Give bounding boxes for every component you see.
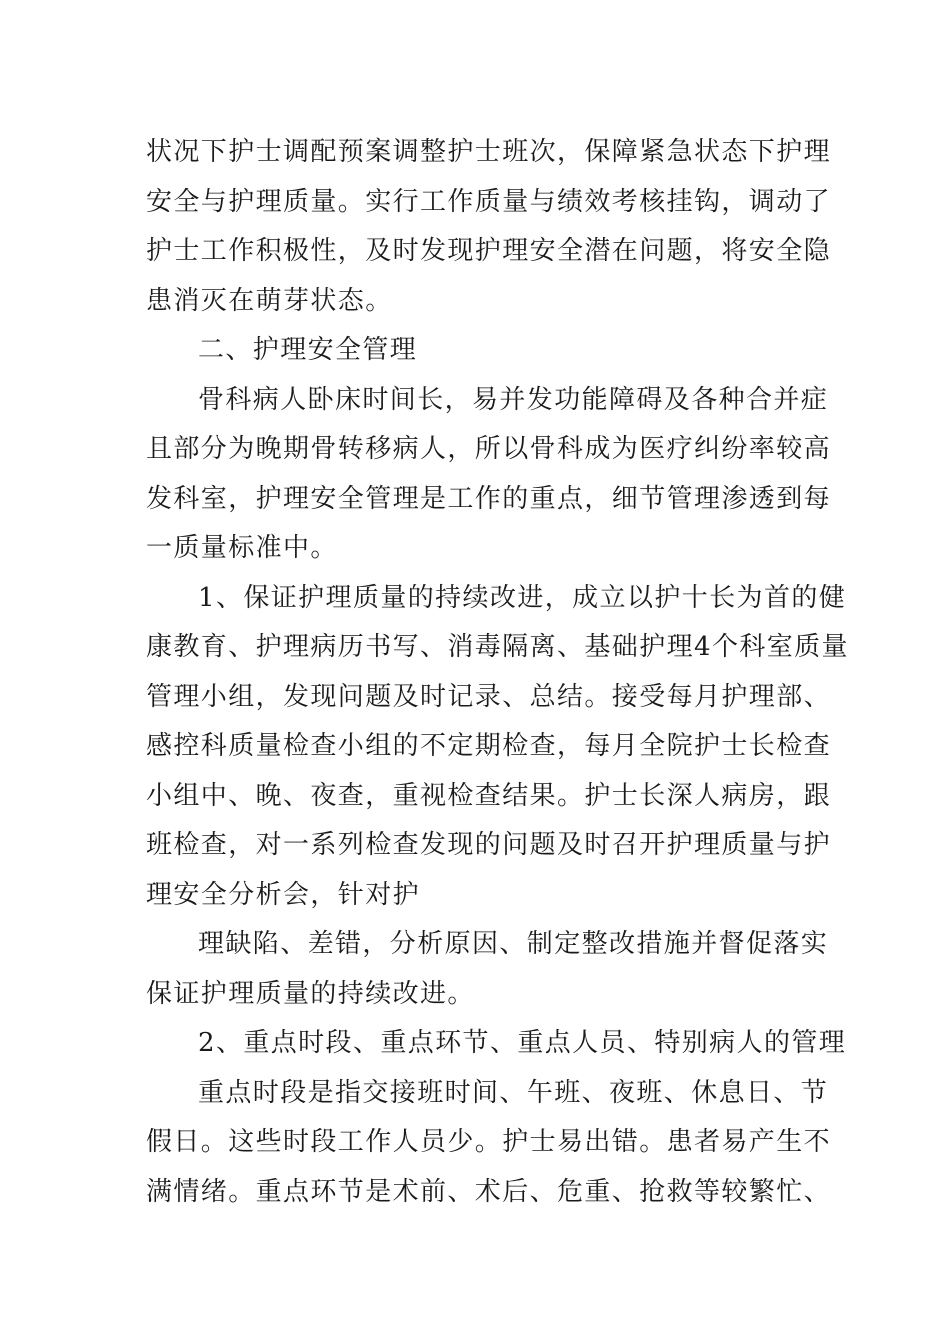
paragraph-line: 重点时段是指交接班时间、午班、夜班、休息日、节 (198, 1077, 829, 1108)
paragraph-line: 感控科质量检查小组的不定期检查，每月全院护士长检查 (146, 731, 832, 761)
paragraph-line: 状况下护士调配预案调整护士班次，保障紧急状态下护理 (146, 137, 832, 167)
paragraph-line: 理安全分析会，针对护 (146, 879, 421, 910)
subsection-heading: 2、重点时段、重点环节、重点人员、特别病人的管理 (198, 1028, 847, 1058)
paragraph-line: 康教育、护理病历书写、消毒隔离、基础护理4个科室质量 (146, 632, 849, 662)
paragraph-line: 患消灭在萌芽状态。 (146, 285, 393, 316)
paragraph-line: 发科室，护理安全管理是工作的重点，细节管理渗透到每 (146, 483, 832, 514)
paragraph-line: 护士工作积极性，及时发现护理安全潜在问题，将安全隐 (146, 236, 832, 266)
paragraph-line: 理缺陷、差错，分析原因、制定整改措施并督促落实 (198, 929, 829, 959)
paragraph-line: 满情绪。重点环节是术前、术后、危重、抢救等较繁忙、 (146, 1176, 832, 1207)
paragraph-line: 班检查，对一系列检查发现的问题及时召开护理质量与护 (146, 830, 832, 860)
section-heading: 二、护理安全管理 (198, 335, 418, 365)
paragraph-line: 保证护理质量的持续改进。 (146, 978, 475, 1009)
paragraph-line: 且部分为晚期骨转移病人，所以骨科成为医疗纠纷率较高 (146, 434, 832, 464)
paragraph-line: 一质量标准中。 (146, 533, 338, 563)
paragraph-line: 假日。这些时段工作人员少。护士易出错。患者易产生不 (146, 1127, 832, 1157)
paragraph-line: 管理小组，发现问题及时记录、总结。接受每月护理部、 (146, 681, 832, 712)
document-body (146, 128, 849, 1217)
paragraph-line: 1、保证护理质量的持续改进，成立以护十长为首的健 (198, 582, 847, 613)
paragraph-line: 骨科病人卧床时间长，易并发功能障碍及各种合并症 (198, 384, 829, 415)
paragraph-line: 小组中、晚、夜查，重视检查结果。护士长深人病房，跟 (146, 780, 832, 811)
paragraph-line: 安全与护理质量。实行工作质量与绩效考核挂钩，调动了 (146, 186, 832, 217)
